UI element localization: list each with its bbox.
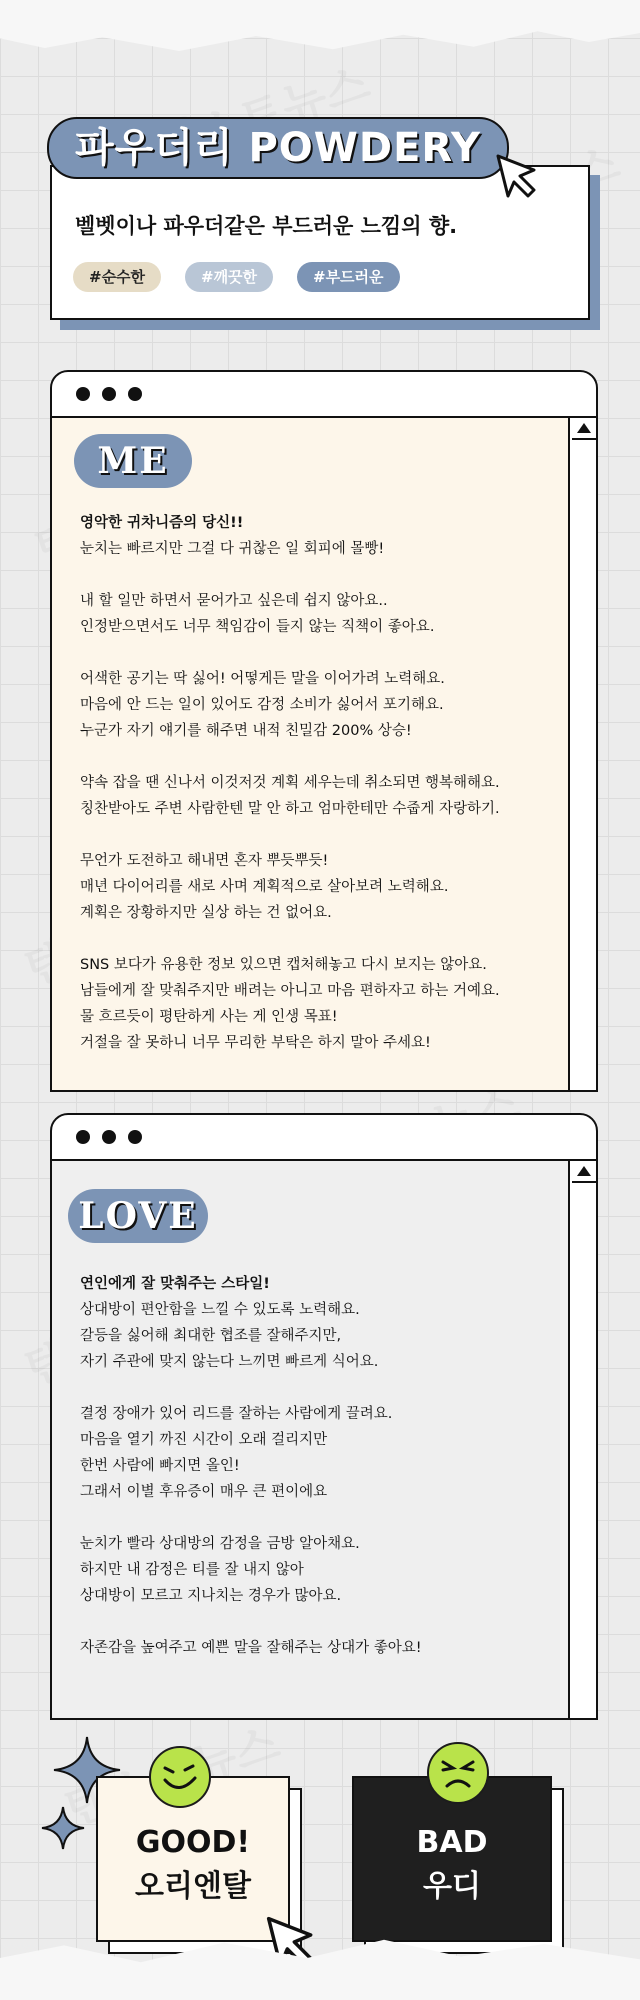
window-titlebar — [52, 372, 596, 418]
love-line: 연인에게 잘 맞춰주는 스타일! — [80, 1276, 270, 1292]
window-dot-icon — [102, 1130, 116, 1144]
good-label: GOOD! — [135, 1825, 251, 1860]
me-heading: ME — [74, 434, 192, 488]
good-scent: 오리엔탈 — [135, 1869, 251, 1904]
love-paragraph — [80, 1635, 422, 1661]
window-dot-icon — [76, 387, 90, 401]
me-window — [50, 370, 598, 1092]
window-dot-icon — [128, 1130, 142, 1144]
love-line: 결정 장애가 있어 리드를 잘하는 사람에게 끌려요. — [80, 1406, 393, 1422]
tag-pure: #순수한 — [73, 262, 161, 292]
me-paragraph — [80, 510, 500, 562]
window-dot-icon — [76, 1130, 90, 1144]
tag-clean: #깨끗한 — [185, 262, 273, 292]
bad-label: BAD — [416, 1825, 488, 1860]
window-titlebar — [52, 1115, 596, 1161]
window-dot-icon — [102, 387, 116, 401]
me-line: 무언가 도전하고 해내면 혼자 뿌듯뿌듯! — [80, 853, 329, 869]
torn-paper-top — [0, 0, 640, 60]
love-line: 마음을 열기 까진 시간이 오래 걸리지만 — [80, 1432, 328, 1448]
scroll-up-arrow-icon[interactable] — [572, 418, 596, 440]
header-description: 벨벳이나 파우더같은 부드러운 느낌의 향. — [75, 214, 458, 238]
love-heading: LOVE — [68, 1189, 208, 1243]
me-line: 물 흐르듯이 평탄하게 사는 게 인생 목표! — [80, 1009, 338, 1025]
love-line: 자존감을 높여주고 예쁜 말을 잘해주는 상대가 좋아요! — [80, 1640, 422, 1656]
me-line: 영악한 귀차니즘의 당신!! — [80, 515, 244, 531]
me-line: 인정받으면서도 너무 책임감이 들지 않는 직책이 좋아요. — [80, 619, 435, 635]
me-line: 매년 다이어리를 새로 사며 계획적으로 살아보려 노력해요. — [80, 879, 449, 895]
love-paragraph — [80, 1271, 422, 1375]
scroll-up-arrow-icon[interactable] — [572, 1161, 596, 1183]
me-paragraph — [80, 952, 500, 1056]
love-line: 하지만 내 감정은 티를 잘 내지 않아 — [80, 1562, 304, 1578]
me-line: 계획은 장황하지만 실상 하는 건 없어요. — [80, 905, 332, 921]
love-scrollbar[interactable] — [572, 1161, 596, 1718]
me-line: 칭찬받아도 주변 사람한텐 말 안 하고 엄마한테만 수줍게 자랑하기. — [80, 801, 500, 817]
me-line: 누군가 자기 얘기를 해주면 내적 친밀감 200% 상승! — [80, 723, 412, 739]
me-line: 내 할 일만 하면서 묻어가고 싶은데 쉽지 않아요.. — [80, 593, 388, 609]
me-line: SNS 보다가 유용한 정보 있으면 캡처해놓고 다시 보지는 않아요. — [80, 957, 487, 973]
grumpy-face-icon — [427, 1742, 489, 1804]
me-window-body — [52, 418, 570, 1090]
me-paragraph — [80, 770, 500, 822]
me-scrollbar[interactable] — [572, 418, 596, 1090]
me-paragraph — [80, 588, 500, 640]
smiley-face-icon — [149, 1746, 211, 1808]
me-text — [80, 510, 500, 1082]
love-line: 상대방이 편안함을 느낄 수 있도록 노력해요. — [80, 1302, 360, 1318]
love-paragraph — [80, 1401, 422, 1505]
me-line: 눈치는 빠르지만 그걸 다 귀찮은 일 회피에 몰빵! — [80, 541, 385, 557]
love-line: 갈등을 싫어해 최대한 협조를 잘해주지만, — [80, 1328, 342, 1344]
me-line: 마음에 안 드는 일이 있어도 감정 소비가 싫어서 포기해요. — [80, 697, 444, 713]
window-dot-icon — [128, 387, 142, 401]
me-line: 어색한 공기는 딱 싫어! 어떻게든 말을 이어가려 노력해요. — [80, 671, 445, 687]
love-line: 눈치가 빨라 상대방의 감정을 금방 알아채요. — [80, 1536, 360, 1552]
love-window — [50, 1113, 598, 1720]
love-line: 그래서 이별 후유증이 매우 큰 편이에요 — [80, 1484, 328, 1500]
love-line: 자기 주관에 맞지 않는다 느끼면 빠르게 식어요. — [80, 1354, 379, 1370]
me-paragraph — [80, 666, 500, 744]
me-line: 남들에게 잘 맞춰주지만 배려는 아니고 마음 편하자고 하는 거예요. — [80, 983, 500, 999]
cursor-arrow-icon — [494, 152, 542, 200]
love-text — [80, 1271, 422, 1687]
sparkle-star-small-icon — [40, 1805, 86, 1851]
love-paragraph — [80, 1531, 422, 1609]
me-paragraph — [80, 848, 500, 926]
page-title: 파우더리 POWDERY — [47, 117, 509, 179]
love-line: 상대방이 모르고 지나치는 경우가 많아요. — [80, 1588, 342, 1604]
love-window-body — [52, 1161, 570, 1718]
me-line: 거절을 잘 못하니 너무 무리한 부탁은 하지 말아 주세요! — [80, 1035, 431, 1051]
tag-soft: #부드러운 — [297, 262, 400, 292]
love-line: 한번 사람에 빠지면 올인! — [80, 1458, 240, 1474]
bad-scent: 우디 — [423, 1869, 481, 1904]
me-line: 약속 잡을 땐 신나서 이것저것 계획 세우는데 취소되면 행복해해요. — [80, 775, 500, 791]
